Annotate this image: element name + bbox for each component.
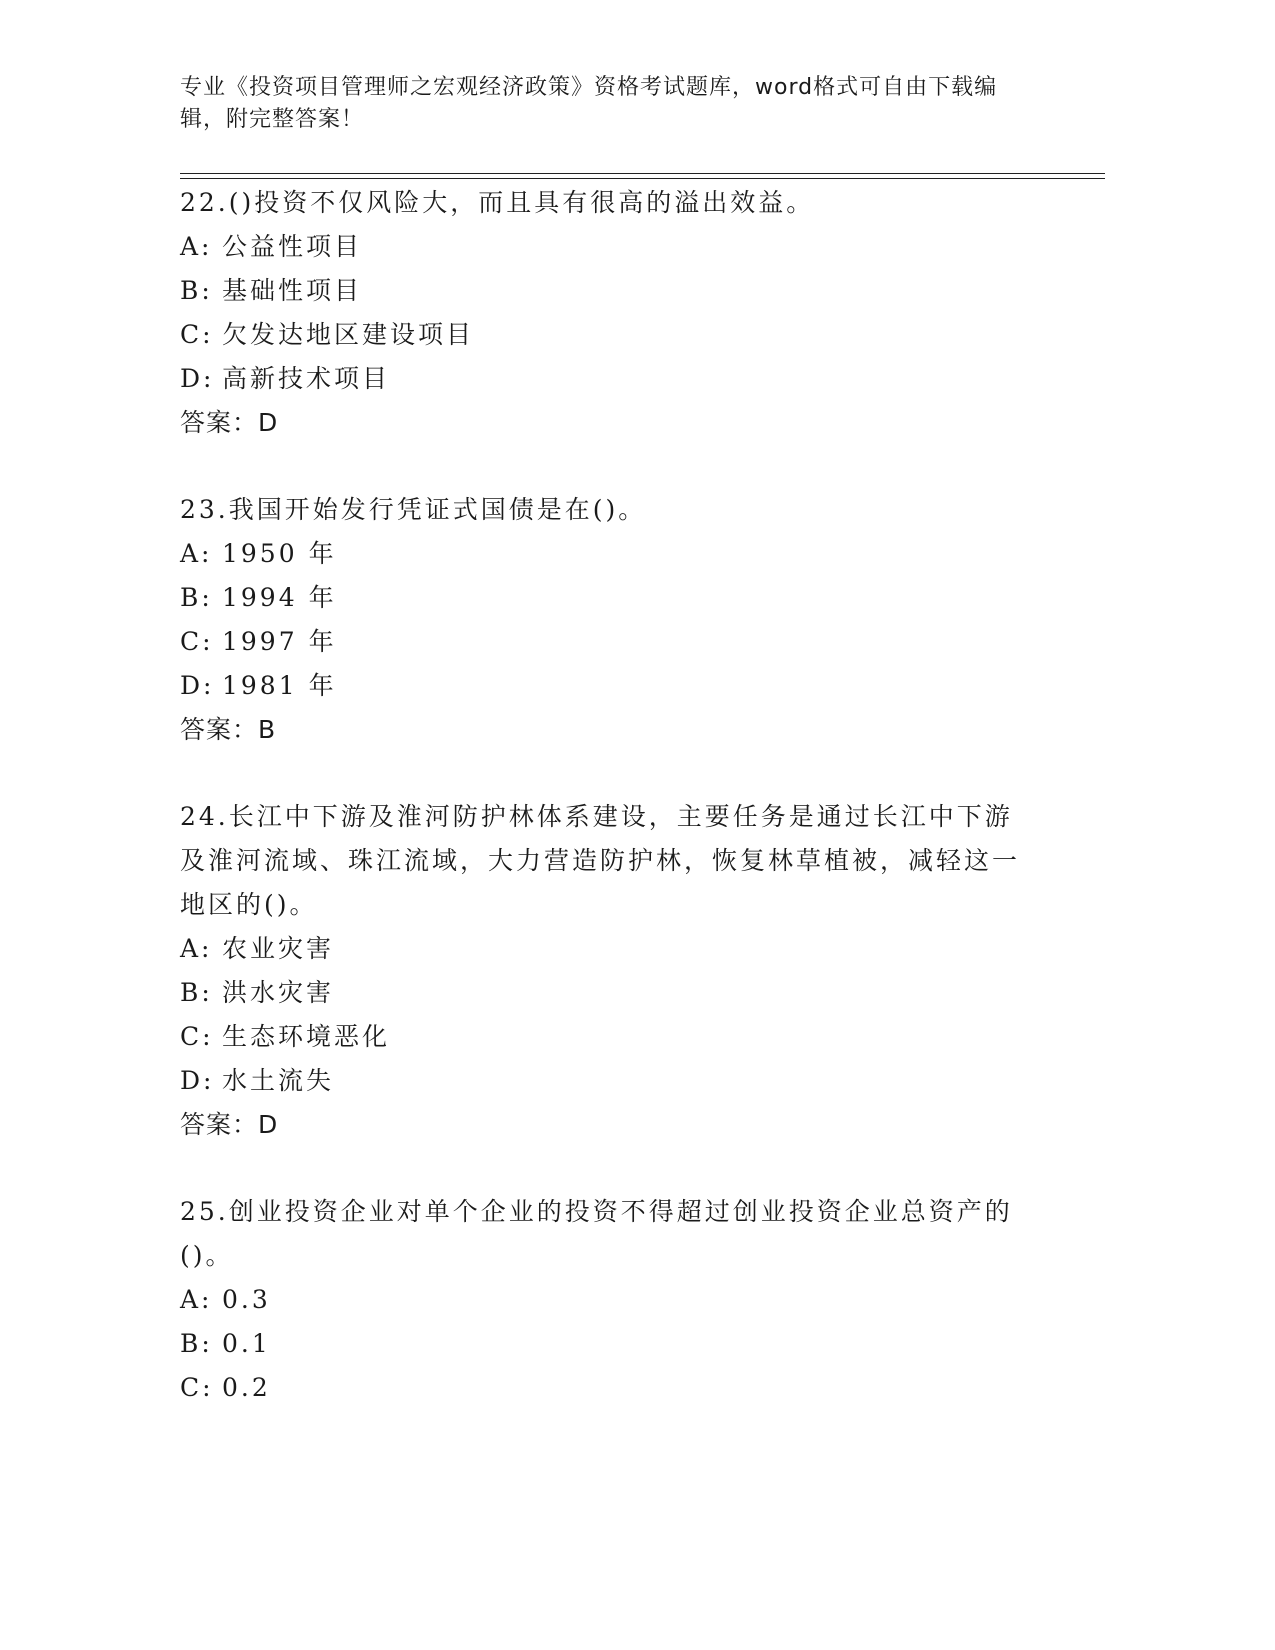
option-text: 生态环境恶化 <box>222 1022 391 1051</box>
option-text: 洪水灾害 <box>222 978 335 1007</box>
option-c <box>180 1366 1105 1410</box>
option-d <box>180 357 1105 401</box>
option-text: 基础性项目 <box>222 276 363 305</box>
question-stem: 24.长江中下游及淮河防护林体系建设，主要任务是通过长江中下游及淮河流域、珠江流域，大力营造防护林，恢复林草植被，减轻这一地区的()。 <box>180 802 1021 919</box>
option-letter: B: <box>180 276 213 305</box>
question-stem: 25.创业投资企业对单个企业的投资不得超过创业投资企业总资产的()。 <box>180 1197 1013 1270</box>
option-b <box>180 1322 1105 1366</box>
option-text: 1950 年 <box>222 539 337 568</box>
question-stem: 23.我国开始发行凭证式国债是在()。 <box>180 495 647 524</box>
option-text: 公益性项目 <box>222 232 363 261</box>
option-text: 0.3 <box>222 1285 271 1314</box>
option-letter: A: <box>180 934 213 963</box>
document-header-text: 专业《投资项目管理师之宏观经济政策》资格考试题库，word格式可自由下载编辑，附完整答案！ <box>180 75 998 132</box>
answer-line: 答案：D <box>180 408 279 437</box>
option-text: 1994 年 <box>222 583 337 612</box>
option-text: 0.2 <box>222 1373 271 1402</box>
question-22 <box>180 181 1105 445</box>
option-letter: B: <box>180 1329 213 1358</box>
option-c <box>180 620 1105 664</box>
option-a <box>180 927 1105 971</box>
answer-line: 答案：D <box>180 1110 279 1139</box>
option-text: 高新技术项目 <box>222 364 391 393</box>
question-list <box>180 181 1105 1453</box>
question-24 <box>180 795 1105 1147</box>
option-text: 1981 年 <box>222 671 337 700</box>
option-d <box>180 1059 1105 1103</box>
option-letter: D: <box>180 364 215 393</box>
option-letter: C: <box>180 627 214 656</box>
option-a <box>180 532 1105 576</box>
option-text: 水土流失 <box>222 1066 335 1095</box>
option-letter: A: <box>180 539 213 568</box>
option-letter: D: <box>180 671 215 700</box>
option-b <box>180 576 1105 620</box>
option-letter: B: <box>180 583 213 612</box>
option-a <box>180 1278 1105 1322</box>
option-text: 欠发达地区建设项目 <box>222 320 475 349</box>
option-a <box>180 225 1105 269</box>
option-letter: C: <box>180 1022 214 1051</box>
question-25 <box>180 1190 1105 1410</box>
option-text: 农业灾害 <box>222 934 335 963</box>
option-b <box>180 971 1105 1015</box>
question-stem: 22.()投资不仅风险大，而且具有很高的溢出效益。 <box>180 188 815 217</box>
option-c <box>180 313 1105 357</box>
header-divider-top <box>180 173 1105 174</box>
option-letter: A: <box>180 1285 213 1314</box>
option-letter: C: <box>180 1373 214 1402</box>
option-text: 1997 年 <box>222 627 337 656</box>
option-letter: B: <box>180 978 213 1007</box>
option-c <box>180 1015 1105 1059</box>
option-b <box>180 269 1105 313</box>
option-letter: A: <box>180 232 213 261</box>
option-letter: D: <box>180 1066 215 1095</box>
option-letter: C: <box>180 320 214 349</box>
question-23 <box>180 488 1105 752</box>
option-d <box>180 664 1105 708</box>
header-divider-bottom <box>180 178 1105 179</box>
option-text: 0.1 <box>222 1329 271 1358</box>
answer-line: 答案：B <box>180 715 277 744</box>
